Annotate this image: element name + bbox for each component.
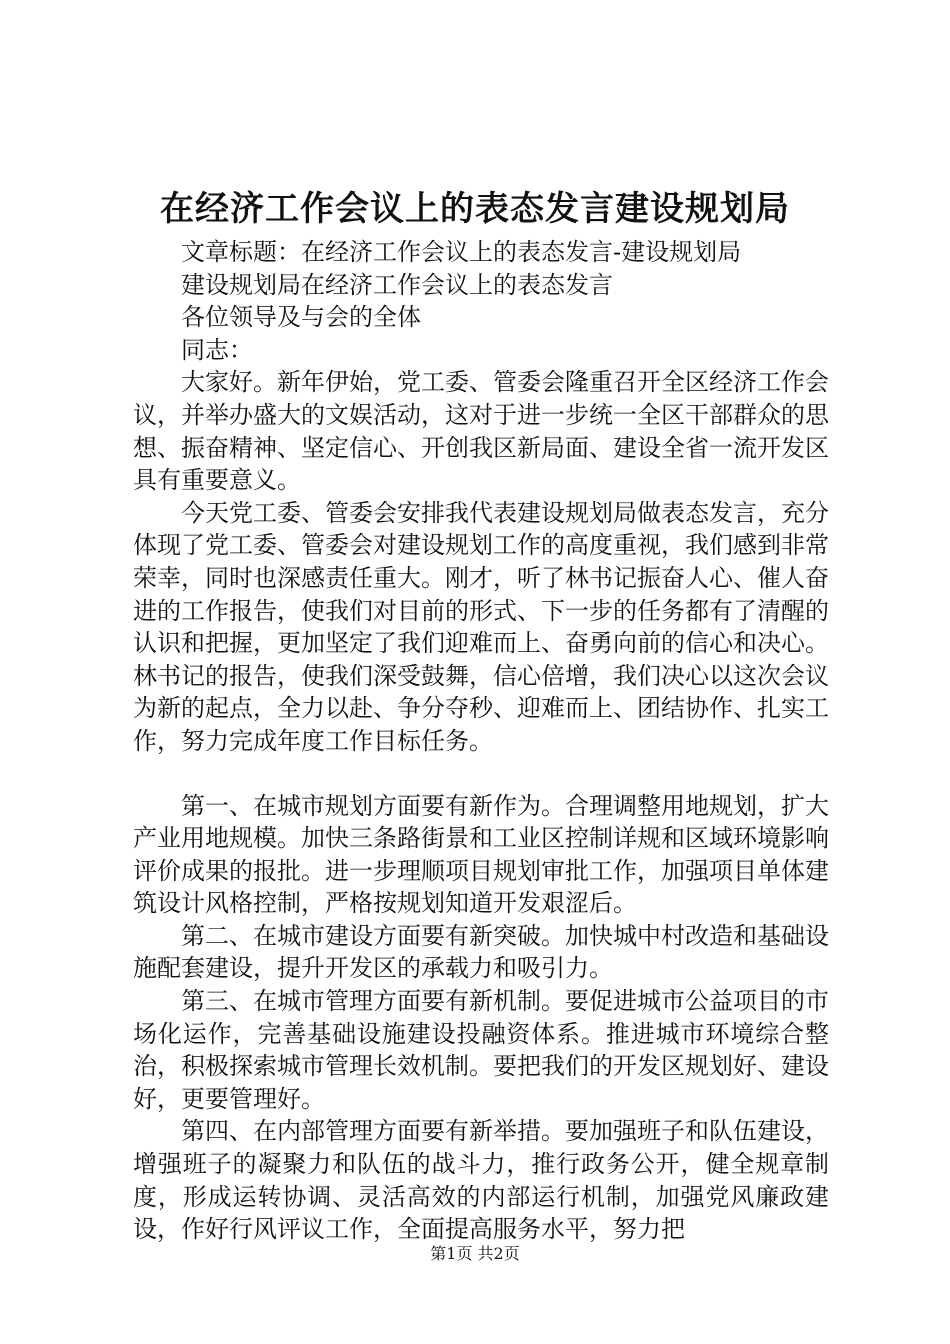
header-line-comrades: 同志： <box>181 335 253 364</box>
paragraph-point-1: 第一、在城市规划方面要有新作为。合理调整用地规划，扩大产业用地规模。加快三条路街景和工业区控制详规和区域环境影响评价成果的报批。进一步理顺项目规划审批工作，加强项目单体建筑设计风格控制，严格按规划知道开发艰涩后。 <box>133 791 829 918</box>
paragraph-spacer <box>133 758 829 790</box>
paragraph-point-2: 第二、在城市建设方面要有新突破。加快城中村改造和基础设施配套建设，提升开发区的承载力和吸引力。 <box>133 921 829 983</box>
paragraph-intro: 今天党工委、管委会安排我代表建设规划局做表态发言，充分体现了党工委、管委会对建设规划工作的高度重视，我们感到非常荣幸，同时也深感责任重大。刚才，听了林书记振奋人心、催人奋进的工作报告，使我们对目前的形式、下一步的任务都有了清醒的认识和把握，更加坚定了我们迎难而上、奋勇向前的信心和决心。林书记的报告，使我们深受鼓舞，信心倍增，我们决心以这次会议为新的起点，全力以赴、争分夺秒、迎难而上、团结协作、扎实工作，努力完成年度工作目标任务。 <box>133 498 829 755</box>
header-line-subtitle: 建设规划局在经济工作会议上的表态发言 <box>181 270 613 299</box>
header-line-salutation: 各位领导及与会的全体 <box>181 303 421 332</box>
paragraph-point-3: 第三、在城市管理方面要有新机制。要促进城市公益项目的市场化运作，完善基础设施建设投融资体系。推进城市环境综合整治，积极探索城市管理长效机制。要把我们的开发区规划好、建设好，更要管理好。 <box>133 987 829 1113</box>
page-number-footer: 第1页 共2页 <box>430 1244 520 1263</box>
paragraph-greeting: 大家好。新年伊始，党工委、管委会隆重召开全区经济工作会议，并举办盛大的文娱活动，这对于进一步统一全区干部群众的思想、振奋精神、坚定信心、开创我区新局面、建设全省一流开发区具有重要意义。 <box>133 368 829 495</box>
document-title: 在经济工作会议上的表态发言建设规划局 <box>160 189 790 229</box>
document-body <box>133 236 829 1246</box>
paragraph-point-4: 第四、在内部管理方面要有新举措。要加强班子和队伍建设，增强班子的凝聚力和队伍的战斗力，推行政务公开，健全规章制度，形成运转协调、灵活高效的内部运行机制，加强党风廉政建设，作好行风评议工作，全面提高服务水平，努力把 <box>133 1117 829 1244</box>
header-line-article-title: 文章标题：在经济工作会议上的表态发言-建设规划局 <box>181 238 742 266</box>
